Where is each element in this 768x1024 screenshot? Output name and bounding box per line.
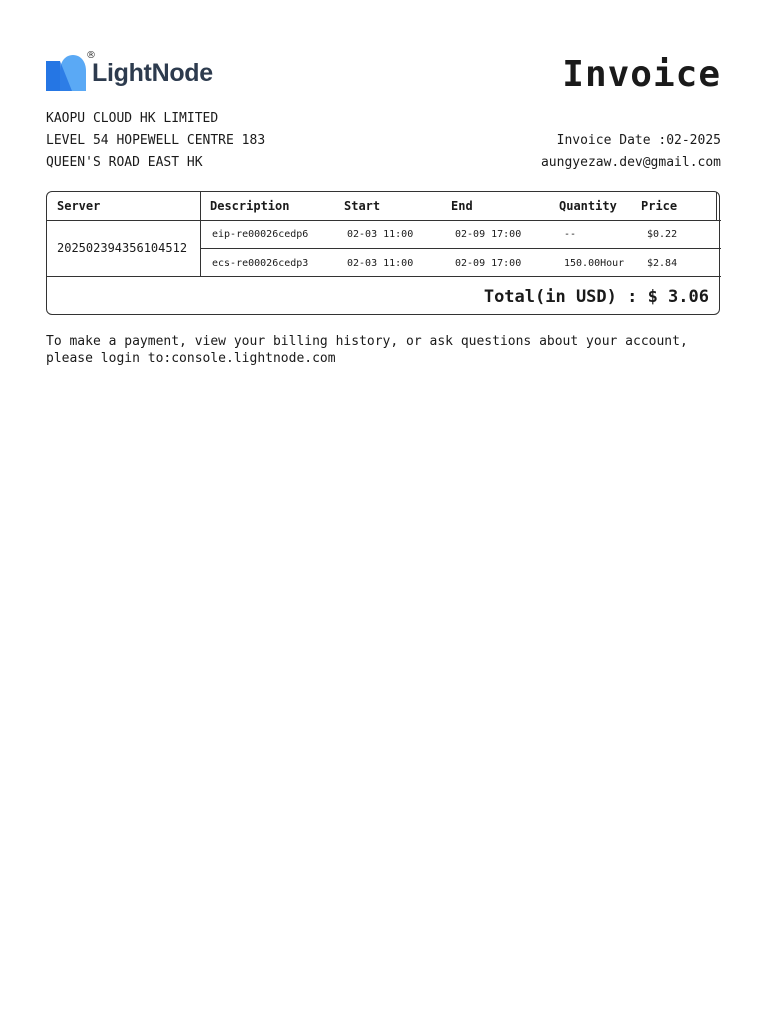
lightnode-logo-icon: [46, 55, 86, 91]
total-divider: [47, 276, 721, 277]
row-quantity: --: [564, 229, 577, 240]
row-quantity: 150.00Hour: [564, 258, 625, 269]
payment-note-line: please login to:console.lightnode.com: [46, 351, 336, 366]
column-divider: [200, 192, 201, 277]
invoice-date: Invoice Date :02-2025: [556, 133, 721, 148]
registered-mark: ®: [86, 50, 96, 61]
row-start: 02-03 11:00: [347, 229, 414, 240]
row-end: 02-09 17:00: [455, 258, 522, 269]
payment-note: [46, 333, 736, 367]
column-header-quantity: Quantity: [559, 199, 617, 213]
row-divider: [201, 248, 721, 249]
server-id: 202502394356104512: [57, 241, 188, 255]
company-address-line: QUEEN'S ROAD EAST HK: [46, 155, 203, 170]
row-price: $0.22: [647, 229, 678, 240]
row-description: ecs-re00026cedp3: [212, 258, 309, 269]
lightnode-logo: [46, 50, 213, 96]
invoice-total: Total(in USD) : $ 3.06: [483, 287, 709, 307]
column-header-end: End: [451, 199, 473, 213]
header-divider: [47, 220, 721, 221]
company-address-line: LEVEL 54 HOPEWELL CENTRE 183: [46, 133, 266, 148]
billing-table: [46, 191, 720, 315]
column-divider: [716, 192, 717, 221]
row-description: eip-re00026cedp6: [212, 229, 309, 240]
column-header-start: Start: [344, 199, 381, 213]
column-header-price: Price: [641, 199, 678, 213]
row-start: 02-03 11:00: [347, 258, 414, 269]
row-price: $2.84: [647, 258, 678, 269]
row-end: 02-09 17:00: [455, 229, 522, 240]
brand-name: LightNode: [92, 58, 213, 87]
company-name: KAOPU CLOUD HK LIMITED: [46, 111, 219, 126]
payment-note-line: To make a payment, view your billing history, or ask questions about your account,: [46, 334, 688, 349]
column-header-description: Description: [210, 199, 290, 213]
page-title: Invoice: [562, 54, 721, 95]
column-header-server: Server: [57, 199, 101, 213]
customer-email: aungyezaw.dev@gmail.com: [540, 155, 721, 170]
